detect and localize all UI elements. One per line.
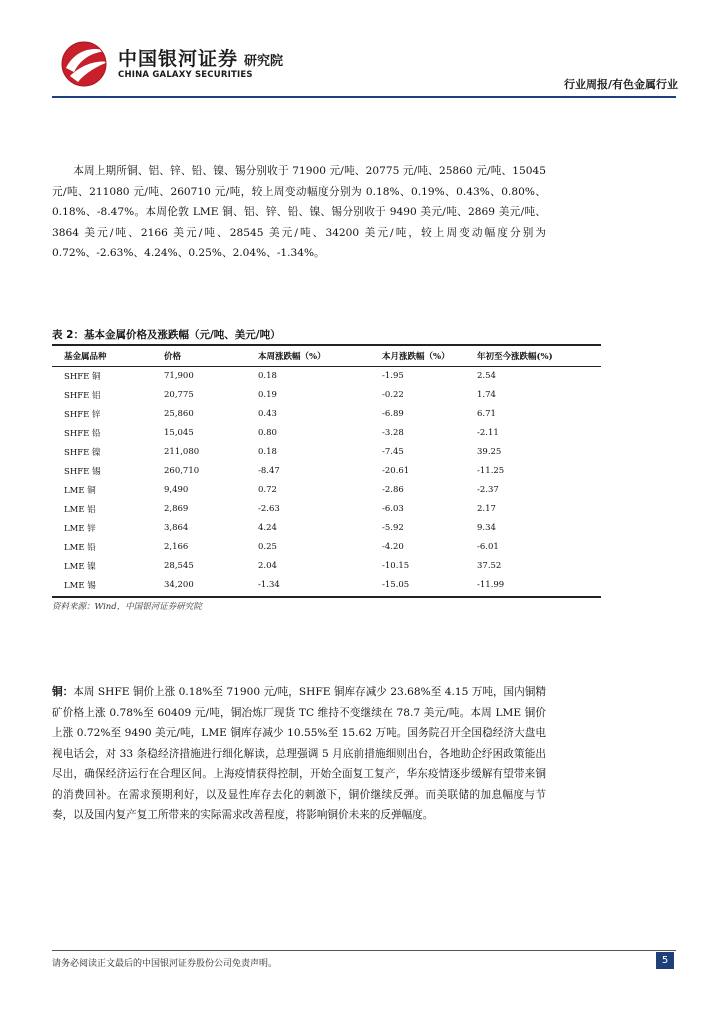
cell-week: -1.34 [258,579,280,590]
copper-analysis-paragraph [52,682,546,826]
cell-ytd: 39.25 [477,446,502,457]
cell-metal: SHFE 锌 [64,409,101,420]
cell-month: -7.45 [382,446,404,457]
cell-week: 0.18 [258,370,277,381]
cell-metal: SHFE 铅 [64,428,101,439]
header-metal: 基金属品种 [64,351,107,362]
cell-month: -4.20 [382,541,404,552]
cell-metal: LME 铝 [64,504,96,515]
brand-name-en: CHINA GALAXY SECURITIES [118,70,253,80]
table-row [52,404,601,423]
table-row [52,575,601,594]
table-row [52,423,601,442]
header-ytd-change: 年初至今涨跌幅(%) [477,351,553,362]
page-header [58,38,678,94]
table-row [52,385,601,404]
cell-week: 0.25 [258,541,277,552]
cell-price: 20,775 [164,389,194,400]
cell-metal: LME 镍 [64,561,96,572]
header-week-change: 本周涨跌幅（%） [258,351,326,362]
cell-ytd: -6.01 [477,541,499,552]
footer-divider [52,950,676,951]
cell-week: 0.80 [258,427,277,438]
cell-ytd: -2.37 [477,484,499,495]
market-summary-paragraph: 本周上期所铜、铝、锌、铅、镍、锡分别收于 71900 元/吨、20775 元/吨、25860 元/吨、15045 元/吨、211080 元/吨、260710 元/吨，较上周变动幅度分别为 0.18%、0.19%、0.43%、0.80%、0.18%、-8.47%。本周伦敦 LME 铜、铝、锌、铅、镍、锡分别收于 9490 美元/吨、2869 美元/吨、3864 美元/吨、2166 美元/吨、28545 美元/吨、34200 美元/吨，较上周变动幅度分别为 0.72%、-2.63%、4.24%、0.25%、2.04%、-1.34%。 [52,165,546,259]
cell-metal: SHFE 镍 [64,447,101,458]
cell-month: -1.95 [382,370,404,381]
cell-ytd: -11.99 [477,579,505,590]
cell-metal: LME 铅 [64,542,96,553]
table-row [52,366,601,385]
table-row [52,480,601,499]
copper-body: 本周 SHFE 铜价上涨 0.18%至 71900 元/吨，SHFE 铜库存减少 23.68%至 4.15 万吨，国内铜精矿价格上涨 0.78%至 60409 元/吨，铜冶炼厂现货 TC 维持不变继续在 78.7 美元/吨。本周 LME 铜价上涨 0.72%至 9490 美元/吨，LME 铜库存减少 10.55%至 15.62 万吨。国务院召开全国稳经济大盘电视电话会，对 33 条稳经济措施进行细化解读，总理强调 5 月底前措施细则出台，各地助企纾困政策能出尽出，确保经济运行在合理区间。上海疫情获得控制，开始全面复工复产，华东疫情逐步缓解有望带来铜的消费回补。在需求预期利好，以及显性库存去化的刺激下，铜价继续反弹。而美联储的加息幅度与节奏，以及国内复产复工所带来的实际需求改善程度，将影响铜价未来的反弹幅度。 [52,686,546,821]
metal-price-table [52,345,601,594]
cell-price: 3,864 [164,522,189,533]
cell-price: 25,860 [164,408,194,419]
cell-price: 2,166 [164,541,189,552]
table-row [52,499,601,518]
table-title: 表 2：基本金属价格及涨跌幅（元/吨、美元/吨） [52,329,281,341]
cell-week: 0.43 [258,408,277,419]
cell-ytd: 2.54 [477,370,496,381]
cell-month: -6.03 [382,503,404,514]
cell-month: -5.92 [382,522,404,533]
header-price: 价格 [164,351,182,362]
cell-metal: LME 铜 [64,485,96,496]
cell-price: 28,545 [164,560,194,571]
cell-week: -8.47 [258,465,280,476]
cell-metal: SHFE 铜 [64,371,101,382]
cell-month: -15.05 [382,579,410,590]
table-row [52,461,601,480]
cell-price: 260,710 [164,465,200,476]
cell-price: 71,900 [164,370,194,381]
cell-week: -2.63 [258,503,280,514]
cell-ytd: 9.34 [477,522,496,533]
header-divider [52,96,676,98]
cell-ytd: 1.74 [477,389,496,400]
cell-week: 0.72 [258,484,277,495]
cell-week: 0.18 [258,446,277,457]
brand-name-cn: 中国银河证券 [118,48,239,70]
cell-month: -20.61 [382,465,410,476]
cell-metal: LME 锡 [64,580,96,591]
table-row [52,556,601,575]
cell-price: 34,200 [164,579,194,590]
galaxy-logo-icon [58,38,114,88]
cell-price: 15,045 [164,427,194,438]
table-bottom-rule [52,596,601,598]
table-source-note: 资料来源：Wind，中国银河证券研究院 [52,602,202,612]
brand-sub-label: 研究院 [244,54,284,69]
header-month-change: 本月涨跌幅（%） [382,351,450,362]
cell-month: -0.22 [382,389,404,400]
footer-disclaimer: 请务必阅读正文最后的中国银河证券股份公司免责声明。 [52,959,278,969]
cell-price: 2,869 [164,503,189,514]
cell-month: -2.86 [382,484,404,495]
report-type: 行业周报/有色金属行业 [563,78,678,91]
cell-week: 0.19 [258,389,277,400]
cell-month: -10.15 [382,560,410,571]
page-number: 5 [656,952,674,969]
cell-price: 9,490 [164,484,189,495]
cell-ytd: -11.25 [477,465,505,476]
table-header-row [52,345,601,366]
cell-ytd: 37.52 [477,560,502,571]
table-row [52,537,601,556]
cell-metal: SHFE 锡 [64,466,101,477]
cell-week: 2.04 [258,560,277,571]
cell-ytd: 6.71 [477,408,496,419]
copper-lead: 铜： [52,686,74,698]
cell-month: -6.89 [382,408,404,419]
cell-ytd: 2.17 [477,503,496,514]
cell-metal: SHFE 铝 [64,390,101,401]
cell-price: 211,080 [164,446,200,457]
cell-ytd: -2.11 [477,427,499,438]
cell-month: -3.28 [382,427,404,438]
cell-week: 4.24 [258,522,277,533]
table-row [52,442,601,461]
table-row [52,518,601,537]
cell-metal: LME 锌 [64,523,96,534]
